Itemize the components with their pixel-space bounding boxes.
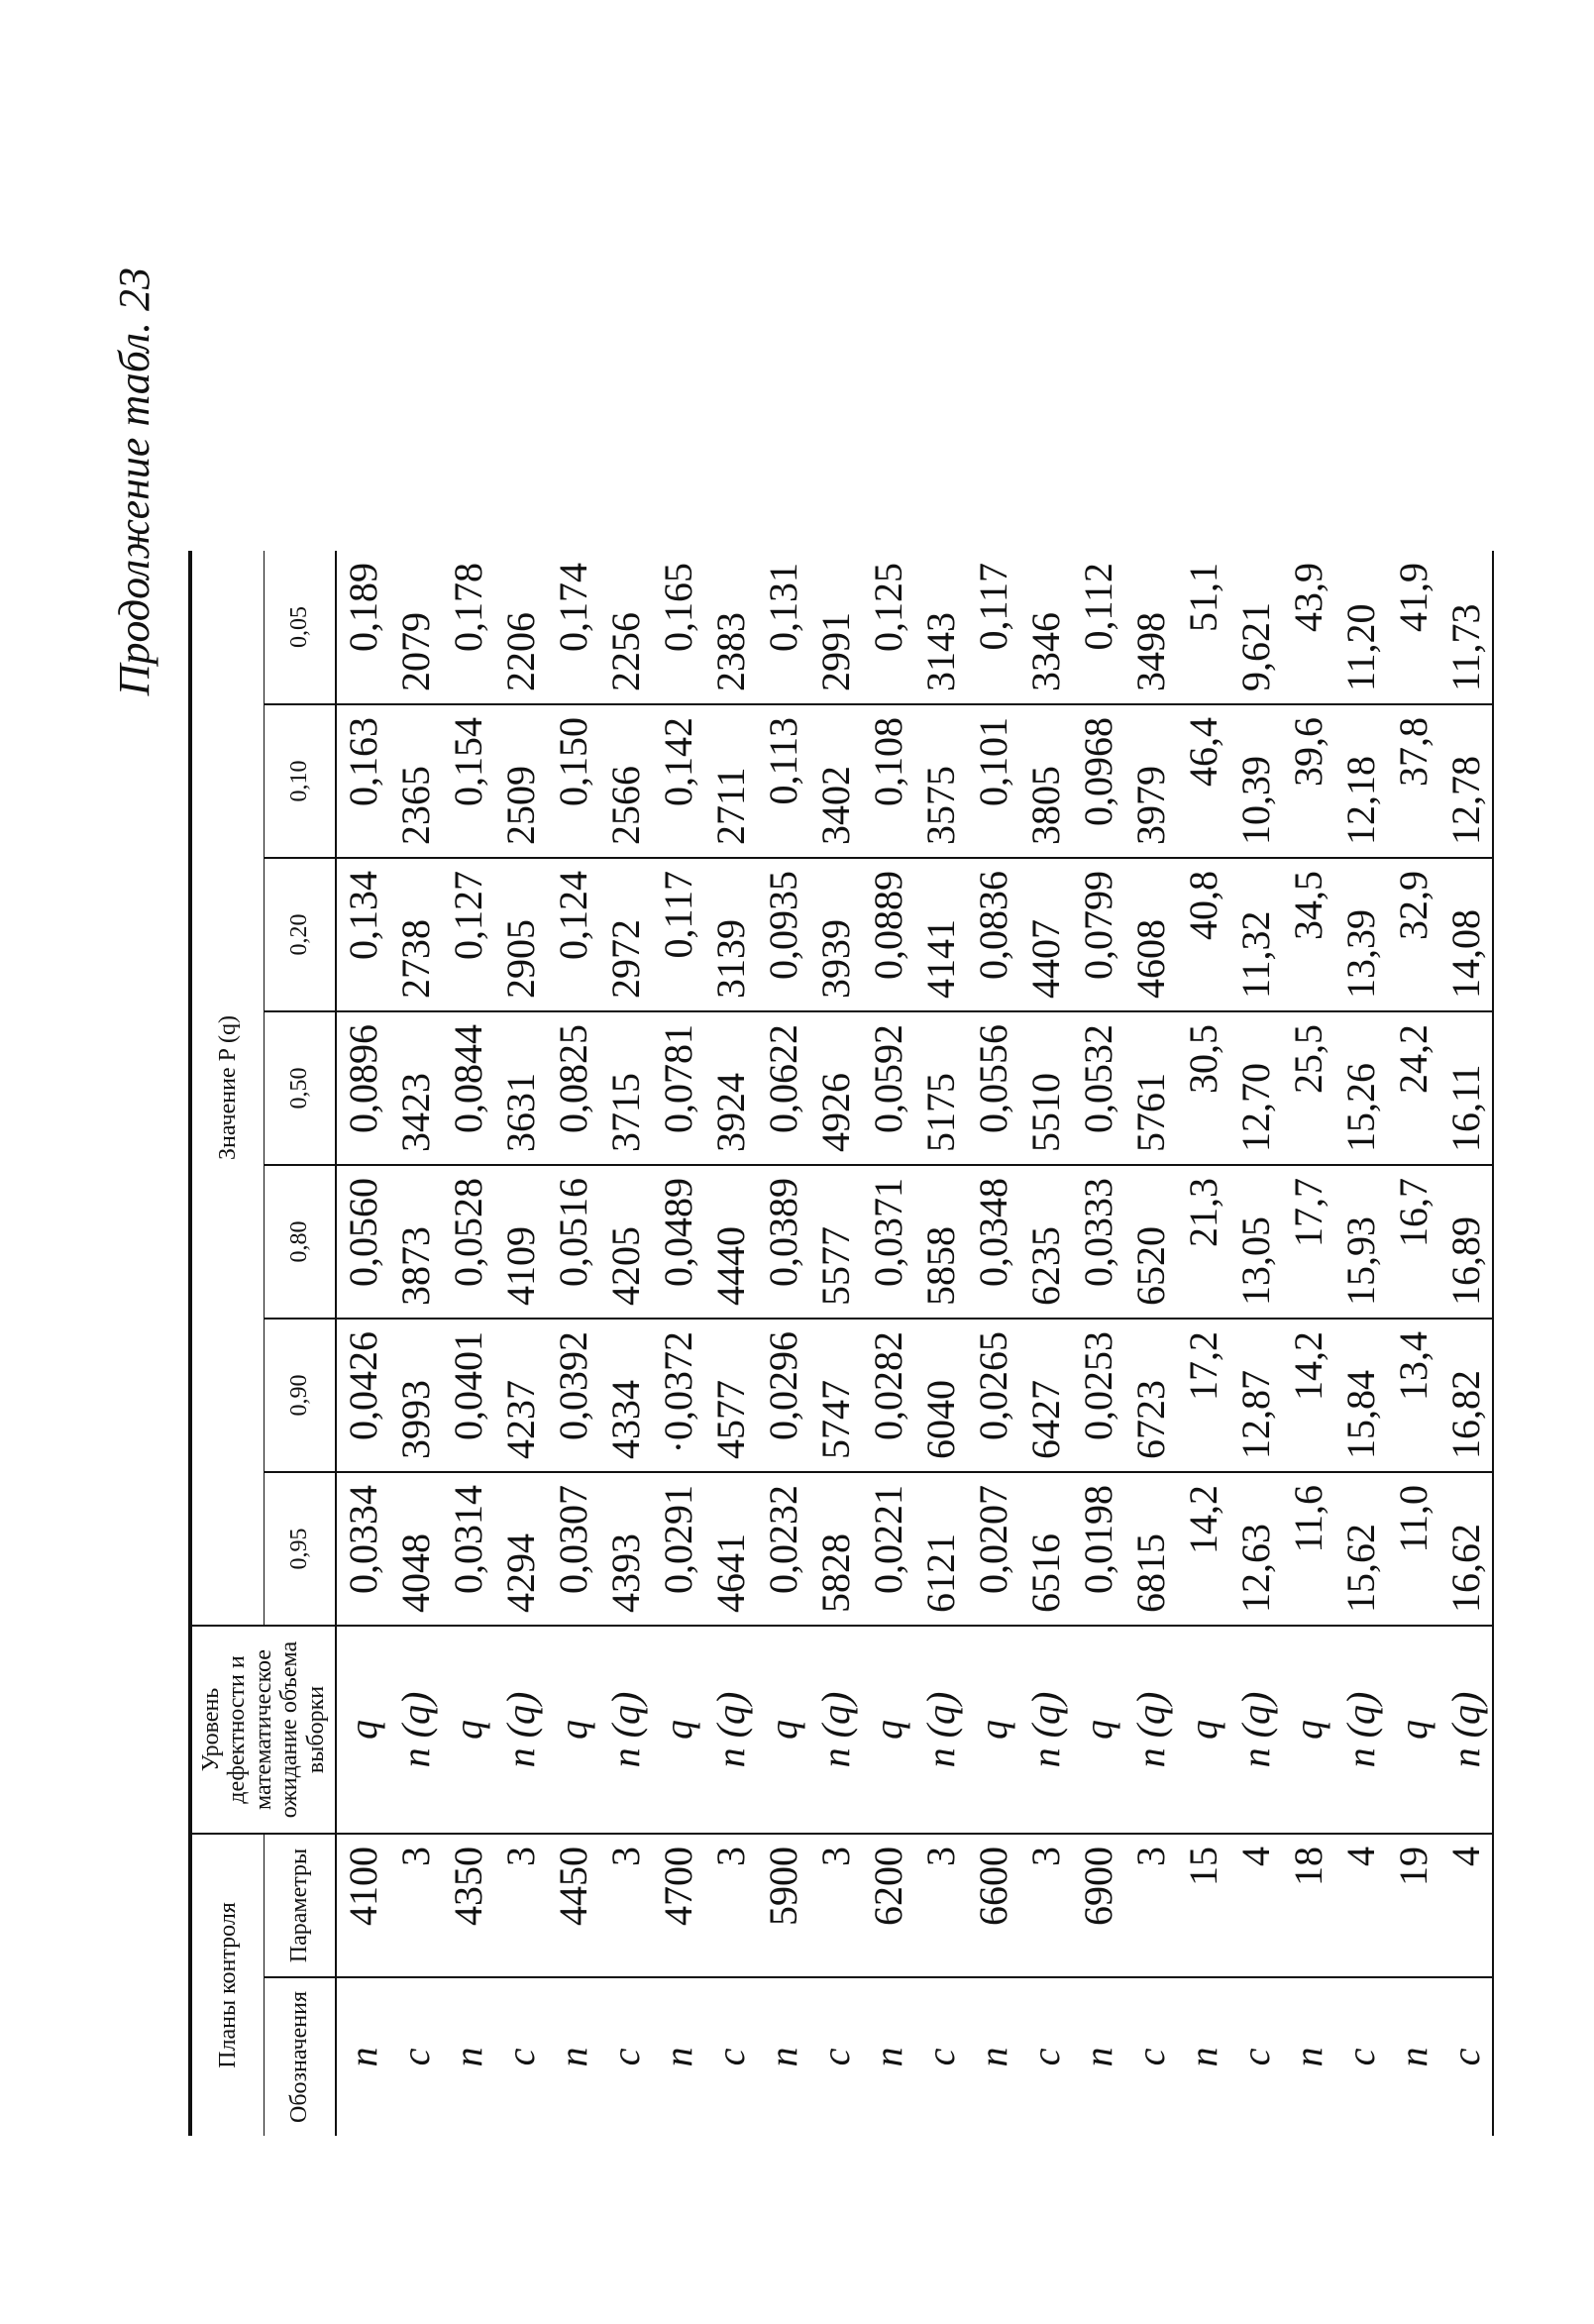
table-row	[547, 551, 599, 2136]
row-param: 18	[1282, 1834, 1334, 1977]
row-value: 25,5	[1282, 1011, 1334, 1165]
row-param: 5900	[757, 1834, 809, 1977]
row-value: 16,89	[1439, 1165, 1493, 1319]
data-table	[188, 551, 1494, 2136]
row-symbol: n	[442, 1977, 494, 2136]
header-params: Параметры	[264, 1834, 336, 1977]
row-level: q	[862, 1626, 914, 1834]
row-value: 0,134	[336, 858, 389, 1011]
row-level: n (q)	[914, 1626, 967, 1834]
row-param: 4350	[442, 1834, 494, 1977]
row-value: 0,0935	[757, 858, 809, 1011]
row-value: 41,9	[1390, 563, 1435, 632]
row-value: 12,63	[1229, 1472, 1282, 1626]
header-level: Уровень дефектности и математическое ожидание объема выборки	[190, 1626, 336, 1834]
row-value: 0,174	[550, 563, 595, 652]
row-value: 0,0392	[547, 1319, 599, 1472]
row-value: 4205	[599, 1165, 652, 1319]
row-value: 0,178	[445, 563, 490, 652]
row-symbol: n	[1387, 1977, 1439, 2136]
row-value: 4641	[704, 1472, 757, 1626]
row-value: 0,112	[1075, 563, 1120, 651]
row-value: 3139	[704, 858, 757, 1011]
row-value: 11,20	[1337, 603, 1383, 691]
row-value: 15,84	[1334, 1319, 1387, 1472]
row-value: 0,0622	[757, 1011, 809, 1165]
row-level: q	[652, 1626, 704, 1834]
row-value: 3873	[389, 1165, 442, 1319]
table-row	[1124, 551, 1177, 2136]
row-value: 5175	[914, 1011, 967, 1165]
row-value: 0,0207	[967, 1472, 1019, 1626]
row-param: 19	[1387, 1834, 1439, 1977]
row-level: q	[336, 1626, 389, 1834]
row-value: 12,78	[1439, 704, 1493, 858]
row-symbol: c	[704, 1977, 757, 2136]
row-symbol: n	[1177, 1977, 1229, 2136]
row-param: 4	[1229, 1834, 1282, 1977]
row-symbol: n	[967, 1977, 1019, 2136]
row-value: 13,4	[1387, 1319, 1439, 1472]
row-value: 17,2	[1177, 1319, 1229, 1472]
row-value: 0,127	[442, 858, 494, 1011]
row-value: 6427	[1019, 1319, 1072, 1472]
row-value: 4440	[704, 1165, 757, 1319]
row-value: 0,0232	[757, 1472, 809, 1626]
row-value: 0,0968	[1072, 704, 1124, 858]
row-value: 5858	[914, 1165, 967, 1319]
row-symbol: c	[1334, 1977, 1387, 2136]
row-level: q	[442, 1626, 494, 1834]
row-value: 24,2	[1387, 1011, 1439, 1165]
row-value: 0,131	[760, 563, 805, 652]
row-param: 4	[1334, 1834, 1387, 1977]
row-param: 4700	[652, 1834, 704, 1977]
row-value: 0,113	[757, 704, 809, 858]
row-value: 2738	[389, 858, 442, 1011]
row-value: 11,0	[1387, 1472, 1439, 1626]
row-value: 43,9	[1285, 563, 1330, 632]
row-value: 21,3	[1177, 1165, 1229, 1319]
table-row	[1334, 551, 1387, 2136]
row-level: q	[1387, 1626, 1439, 1834]
header-p-level: 0,05	[264, 551, 336, 704]
table-row	[757, 551, 809, 2136]
row-value: 11,6	[1282, 1472, 1334, 1626]
row-symbol: c	[1439, 1977, 1493, 2136]
row-value: 0,0426	[336, 1319, 389, 1472]
table-row	[1439, 551, 1493, 2136]
row-symbol: n	[336, 1977, 389, 2136]
row-value: 0,101	[967, 704, 1019, 858]
table-row	[809, 551, 862, 2136]
row-value: 0,0781	[652, 1011, 704, 1165]
row-value: 6723	[1124, 1319, 1177, 1472]
row-value: 0,0265	[967, 1319, 1019, 1472]
row-value: 2991	[812, 612, 858, 691]
row-level: n (q)	[809, 1626, 862, 1834]
header-p-level: 0,20	[264, 858, 336, 1011]
row-value: 0,0489	[652, 1165, 704, 1319]
row-symbol: c	[914, 1977, 967, 2136]
table-row	[1019, 551, 1072, 2136]
row-level: q	[1282, 1626, 1334, 1834]
row-value: 2972	[599, 858, 652, 1011]
header-p-level: 0,90	[264, 1319, 336, 1472]
table-row	[1177, 551, 1229, 2136]
row-symbol: c	[1229, 1977, 1282, 2136]
row-value: 40,8	[1177, 858, 1229, 1011]
row-value: 12,70	[1229, 1011, 1282, 1165]
row-param: 4	[1439, 1834, 1493, 1977]
row-value: 6040	[914, 1319, 967, 1472]
row-value: 0,0296	[757, 1319, 809, 1472]
row-value: 0,0592	[862, 1011, 914, 1165]
row-value: ·0,0372	[652, 1319, 704, 1472]
row-symbol: c	[494, 1977, 547, 2136]
row-value: 5828	[809, 1472, 862, 1626]
row-param: 15	[1177, 1834, 1229, 1977]
row-value: 4334	[599, 1319, 652, 1472]
row-level: n (q)	[1334, 1626, 1387, 1834]
row-value: 3143	[917, 612, 963, 691]
row-value: 0,142	[652, 704, 704, 858]
row-symbol: n	[652, 1977, 704, 2136]
row-value: 37,8	[1387, 704, 1439, 858]
table-row	[336, 551, 389, 2136]
row-value: 3498	[1127, 612, 1173, 691]
row-value: 0,0348	[967, 1165, 1019, 1319]
row-param: 6200	[862, 1834, 914, 1977]
row-param: 3	[1019, 1834, 1072, 1977]
row-symbol: c	[809, 1977, 862, 2136]
row-value: 11,73	[1439, 551, 1493, 704]
header-p-level: 0,10	[264, 704, 336, 858]
table-row	[967, 551, 1019, 2136]
row-param: 3	[809, 1834, 862, 1977]
row-value: 0,154	[442, 704, 494, 858]
row-value: 0,0333	[1072, 1165, 1124, 1319]
row-value: 2256	[602, 612, 648, 691]
row-value: 4294	[494, 1472, 547, 1626]
row-level: q	[757, 1626, 809, 1834]
row-value: 0,0516	[547, 1165, 599, 1319]
row-value: 0,117	[970, 563, 1015, 651]
header-plans: Планы контроля	[190, 1834, 264, 2136]
page-title: Продолжение табл. 23	[110, 267, 159, 696]
row-value: 16,62	[1439, 1472, 1493, 1626]
row-value: 46,4	[1177, 704, 1229, 858]
row-value: 0,0896	[336, 1011, 389, 1165]
row-value: 3993	[389, 1319, 442, 1472]
row-param: 3	[494, 1834, 547, 1977]
row-level: q	[1072, 1626, 1124, 1834]
row-value: 0,0307	[547, 1472, 599, 1626]
row-value: 14,08	[1439, 858, 1493, 1011]
table-row	[599, 551, 652, 2136]
row-value: 15,26	[1334, 1011, 1387, 1165]
row-value: 0,0253	[1072, 1319, 1124, 1472]
row-value: 0,0401	[442, 1319, 494, 1472]
row-param: 4100	[336, 1834, 389, 1977]
row-level: n (q)	[1124, 1626, 1177, 1834]
row-value: 4393	[599, 1472, 652, 1626]
header-values: Значение P (q)	[190, 551, 264, 1626]
row-value: 15,93	[1334, 1165, 1387, 1319]
row-level: n (q)	[1229, 1626, 1282, 1834]
row-value: 4141	[914, 858, 967, 1011]
row-value: 2509	[494, 704, 547, 858]
row-value: 6235	[1019, 1165, 1072, 1319]
row-value: 3805	[1019, 704, 1072, 858]
row-param: 3	[914, 1834, 967, 1977]
row-value: 0,108	[862, 704, 914, 858]
row-value: 12,87	[1229, 1319, 1282, 1472]
row-value: 3939	[809, 858, 862, 1011]
row-symbol: n	[1072, 1977, 1124, 2136]
row-value: 3631	[494, 1011, 547, 1165]
row-value: 5577	[809, 1165, 862, 1319]
row-value: 51,1	[1180, 563, 1225, 632]
row-value: 4577	[704, 1319, 757, 1472]
row-value: 0,0389	[757, 1165, 809, 1319]
table-row	[862, 551, 914, 2136]
row-value: 0,0528	[442, 1165, 494, 1319]
row-symbol: c	[599, 1977, 652, 2136]
row-value: 34,5	[1282, 858, 1334, 1011]
row-value: 0,163	[336, 704, 389, 858]
table-row	[1229, 551, 1282, 2136]
row-level: q	[547, 1626, 599, 1834]
row-value: 5761	[1124, 1011, 1177, 1165]
row-value: 0,0334	[336, 1472, 389, 1626]
table-row	[1282, 551, 1334, 2136]
row-level: n (q)	[1439, 1626, 1493, 1834]
row-level: n (q)	[494, 1626, 547, 1834]
row-value: 0,0799	[1072, 858, 1124, 1011]
row-value: 0,0532	[1072, 1011, 1124, 1165]
row-value: 2566	[599, 704, 652, 858]
row-value: 3346	[1022, 612, 1068, 691]
table-row	[1387, 551, 1439, 2136]
row-value: 13,05	[1229, 1165, 1282, 1319]
row-value: 2206	[497, 612, 543, 691]
row-value: 39,6	[1282, 704, 1334, 858]
table-row	[1072, 551, 1124, 2136]
row-symbol: n	[757, 1977, 809, 2136]
row-value: 14,2	[1177, 1472, 1229, 1626]
row-value: 12,18	[1334, 704, 1387, 858]
row-value: 2711	[704, 704, 757, 858]
row-value: 4109	[494, 1165, 547, 1319]
row-value: 2383	[707, 612, 753, 691]
header-p-level: 0,95	[264, 1472, 336, 1626]
row-value: 16,11	[1439, 1011, 1493, 1165]
row-value: 4237	[494, 1319, 547, 1472]
table-row	[442, 551, 494, 2136]
row-value: 0,0198	[1072, 1472, 1124, 1626]
row-value: 30,5	[1177, 1011, 1229, 1165]
table-row	[652, 551, 704, 2136]
row-value: 0,0844	[442, 1011, 494, 1165]
row-value: 3575	[914, 704, 967, 858]
row-value: 15,62	[1334, 1472, 1387, 1626]
header-p-level: 0,80	[264, 1165, 336, 1319]
row-param: 3	[704, 1834, 757, 1977]
row-level: n (q)	[599, 1626, 652, 1834]
row-level: q	[967, 1626, 1019, 1834]
row-value: 16,7	[1387, 1165, 1439, 1319]
row-symbol: n	[1282, 1977, 1334, 2136]
row-value: 0,117	[652, 858, 704, 1011]
row-value: 0,0825	[547, 1011, 599, 1165]
row-value: 0,124	[547, 858, 599, 1011]
row-value: 10,39	[1229, 704, 1282, 858]
row-value: 17,7	[1282, 1165, 1334, 1319]
header-symbols: Обозначения	[264, 1977, 336, 2136]
row-param: 3	[599, 1834, 652, 1977]
table-row	[914, 551, 967, 2136]
row-param: 3	[1124, 1834, 1177, 1977]
row-value: 4926	[809, 1011, 862, 1165]
table-row	[494, 551, 547, 2136]
row-symbol: c	[1124, 1977, 1177, 2136]
row-value: 0,0560	[336, 1165, 389, 1319]
table-body	[336, 551, 1493, 2136]
row-value: 6516	[1019, 1472, 1072, 1626]
row-value: 9,621	[1232, 602, 1278, 691]
row-value: 32,9	[1387, 858, 1439, 1011]
row-value: 3423	[389, 1011, 442, 1165]
row-value: 16,82	[1439, 1319, 1493, 1472]
row-level: n (q)	[389, 1626, 442, 1834]
row-symbol: c	[389, 1977, 442, 2136]
row-value: 14,2	[1282, 1319, 1334, 1472]
row-value: 3402	[809, 704, 862, 858]
row-value: 13,39	[1334, 858, 1387, 1011]
row-param: 4450	[547, 1834, 599, 1977]
row-value: 4608	[1124, 858, 1177, 1011]
table-row	[389, 551, 442, 2136]
row-level: q	[1177, 1626, 1229, 1834]
row-value: 4407	[1019, 858, 1072, 1011]
row-symbol: c	[1019, 1977, 1072, 2136]
row-level: n (q)	[1019, 1626, 1072, 1834]
row-value: 0,0371	[862, 1165, 914, 1319]
row-param: 6900	[1072, 1834, 1124, 1977]
row-param: 6600	[967, 1834, 1019, 1977]
row-value: 0,125	[865, 563, 910, 652]
row-value: 2365	[389, 704, 442, 858]
row-value: 0,0836	[967, 858, 1019, 1011]
row-value: 0,0221	[862, 1472, 914, 1626]
row-value: 0,0556	[967, 1011, 1019, 1165]
row-value: 6121	[914, 1472, 967, 1626]
row-value: 0,0291	[652, 1472, 704, 1626]
row-value: 3715	[599, 1011, 652, 1165]
row-value: 3924	[704, 1011, 757, 1165]
row-value: 6815	[1124, 1472, 1177, 1626]
row-symbol: n	[862, 1977, 914, 2136]
row-value: 0,0314	[442, 1472, 494, 1626]
row-value: 5747	[809, 1319, 862, 1472]
header-p-level: 0,50	[264, 1011, 336, 1165]
row-level: n (q)	[704, 1626, 757, 1834]
table-row	[704, 551, 757, 2136]
row-value: 0,189	[340, 563, 385, 652]
row-value: 4048	[389, 1472, 442, 1626]
row-value: 11,32	[1229, 858, 1282, 1011]
row-value: 0,0889	[862, 858, 914, 1011]
row-value: 6520	[1124, 1165, 1177, 1319]
row-value: 3979	[1124, 704, 1177, 858]
row-value: 0,0282	[862, 1319, 914, 1472]
row-param: 3	[389, 1834, 442, 1977]
row-value: 5510	[1019, 1011, 1072, 1165]
row-value: 0,165	[655, 563, 700, 652]
row-value: 2905	[494, 858, 547, 1011]
row-value: 0,150	[547, 704, 599, 858]
row-value: 2079	[392, 612, 438, 691]
row-symbol: n	[547, 1977, 599, 2136]
